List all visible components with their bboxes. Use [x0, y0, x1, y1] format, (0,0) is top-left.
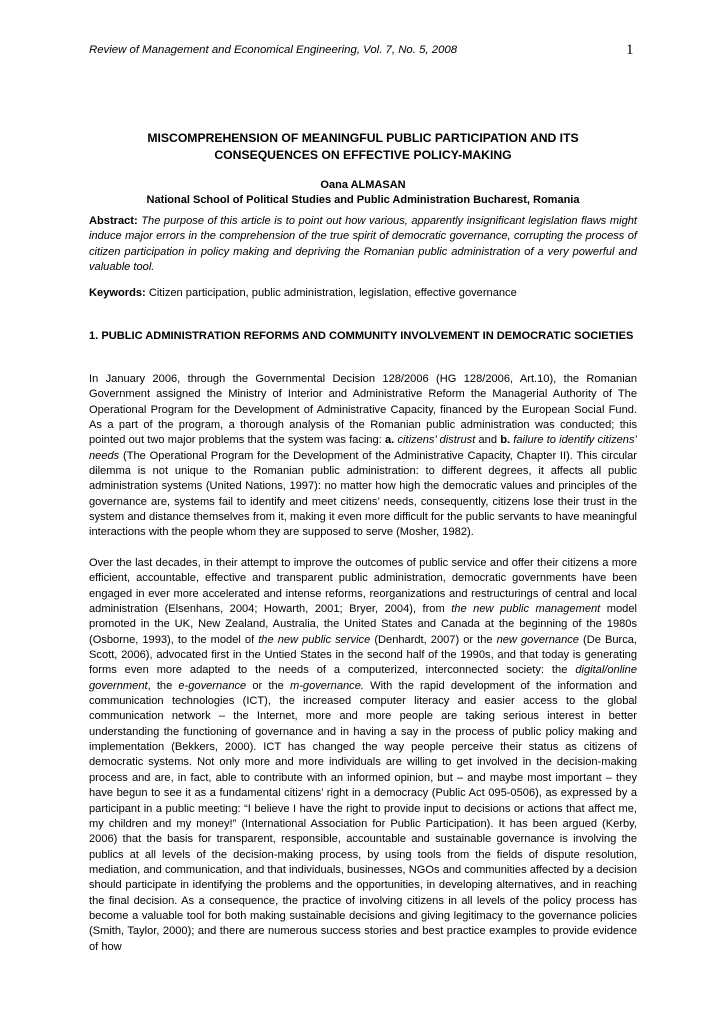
- paragraph-1: [89, 372, 637, 541]
- page-number: 1: [626, 42, 634, 58]
- p2-text-7: With the rapid development of the information and communication technologies (ICT), the increased computer literacy and easier access to the global communication network – the Internet, more and more people are taking serious interest in better understanding the functioning of governance and in having a say in the process of public policy making and implementation (Bekkers, 2000). ICT has changed the way people perceive their status as citizens of democratic systems. Not only more and more individuals are willing to get involved in the decision-making process and are, in fact, able to contribute with an informed opinion, but – and maybe most important – they have begun to see it as a fundamental citizens’ right in a democracy (Public Act 095-0506), as expressed by a participant in a public meeting: “I believe I have the right to provide input to decisions or actions that affect me, my children and my money!” (International Association for Public Participation). It has been argued (Kerby, 2006) that the basis for transparent, responsible, accountable and sustainable governance is involving the publics at all levels of the decision-making process, by using tools from the fields of dispute resolution, mediation, and communication, and that individuals, businesses, NGOs and communities affected by a decision should participate in identifying the problems and the opportunities, in developing alternatives, and in reaching the final decision. As a consequence, the practice of involving citizens in all levels of the policy process has become a valuable tool for both making sustainable decisions and giving legitimacy to the governance policies (Smith, Taylor, 2000); and there are numerous success stories and best practice examples to provide evidence of how: [89, 679, 637, 953]
- p1-italic-a: citizens’ distrust: [397, 434, 476, 447]
- p2-text-5: , the: [147, 679, 179, 692]
- p2-italic-5: e-governance: [178, 679, 247, 692]
- author-affiliation: National School of Political Studies and Public Administration Bucharest, Romania: [146, 194, 580, 206]
- p1-italic-b: failure to identify citizens’ needs: [89, 434, 637, 462]
- keywords: [89, 286, 637, 301]
- p2-italic-4: digital/online government: [89, 664, 637, 692]
- keywords-label: Keywords:: [89, 287, 146, 299]
- p2-italic-6: m-governance.: [289, 679, 364, 692]
- p2-text-4: (De Burca, Scott, 2006), advocated first in the Untied States in the second half of the 1990s, and that today is generating forms even more adapted to the needs of a computerized, interconnected society: the: [89, 633, 638, 677]
- title-line-2: CONSEQUENCES ON EFFECTIVE POLICY-MAKING: [214, 148, 512, 162]
- p2-italic-3: new governance: [496, 633, 579, 646]
- p2-italic-1: the new public management: [451, 603, 601, 616]
- section-heading: 1. PUBLIC ADMINISTRATION REFORMS AND COMMUNITY INVOLVEMENT IN DEMOCRATIC SOCIETIES: [89, 330, 634, 342]
- p2-italic-2: the new public service: [258, 633, 371, 646]
- author-block: [89, 178, 637, 208]
- p2-text-6: or the: [246, 679, 290, 692]
- author-name: Oana ALMASAN: [320, 179, 406, 191]
- p2-text-3: (Denhardt, 2007) or the: [370, 633, 497, 646]
- running-header: Review of Management and Economical Engineering, Vol. 7, No. 5, 2008: [89, 44, 458, 56]
- title-line-1: MISCOMPREHENSION OF MEANINGFUL PUBLIC PARTICIPATION AND ITS: [147, 131, 579, 145]
- p1-text-2: (The Operational Program for the Development of the Administrative Capacity, Chapter II). This circular dilemma is not unique to the Romanian public administration: to different degrees, it affects all public administration systems (United Nations, 1997): no matter how high the democratic values and principles of the governance are, systems fail to identify and meet citizens’ needs, consequently, citizens lose their trust in the system and distance themselves from it, making it even more difficult for the public servants to have meaningful interactions with the people whom they are supposed to serve (Mosher, 1982).: [89, 449, 637, 539]
- article-title: [89, 130, 637, 164]
- abstract-label: Abstract:: [89, 215, 138, 227]
- keywords-text: Citizen participation, public administration, legislation, effective governance: [148, 287, 517, 299]
- p1-label-b: b.: [500, 434, 511, 447]
- p1-and: and: [475, 434, 501, 447]
- abstract-text: The purpose of this article is to point out how various, apparently insignificant legislation flaws might induce major errors in the comprehension of the true spirit of democratic governance, corrupting the process of citizen participation in policy making and depriving the Romanian public administration of a very powerful and valuable tool.: [89, 215, 638, 274]
- p2-text-2: model promoted in the UK, New Zealand, Australia, the United States and Canada at the beginning of the 1980s (Osborne, 1993), to the model of: [89, 603, 637, 646]
- abstract: [89, 214, 637, 275]
- p1-text-1: In January 2006, through the Governmental Decision 128/2006 (HG 128/2006, Art.10), the Romanian Government assigned the Ministry of Interior and Administrative Reform the Managerial Authority of The Operational Program for the Development of Administrative Capacity, financed by the European Social Fund. As a part of the program, a thorough analysis of the Romanian public administration was conducted; this pointed out two major problems that the system was facing:: [89, 373, 637, 447]
- paragraph-2: [89, 556, 637, 955]
- p2-text-1: Over the last decades, in their attempt to improve the outcomes of public service and offer their citizens a more efficient, accountable, effective and transparent public administration, democratic governments have been engaged in ever more accelerated and intense reforms, reorganizations and restructurings of central and local administration (Elsenhans, 2004; Howarth, 2001; Bryer, 2004), from: [89, 557, 637, 616]
- p1-label-a: a.: [384, 434, 395, 447]
